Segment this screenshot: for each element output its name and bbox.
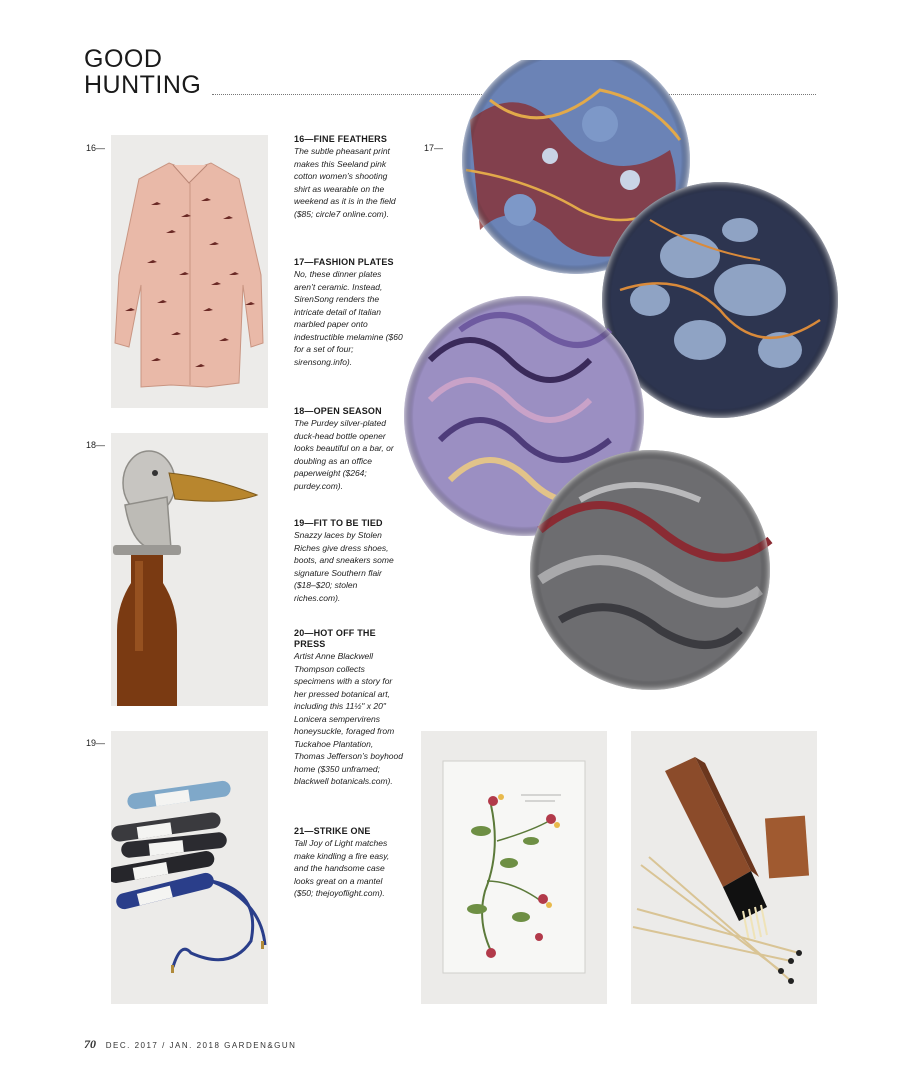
duck-head-opener-image: [111, 433, 268, 706]
entry-19: [294, 518, 404, 604]
item-18-number: 18—: [86, 440, 106, 450]
entry-19-body: Snazzy laces by Stolen Riches give dress shoes, boots, and sneakers some signature Southern flair ($18–$20; stolen riches.com).: [294, 530, 394, 603]
plate-grey-red-swirl-marble: [530, 450, 770, 690]
item-16-number: 16—: [86, 143, 106, 153]
entry-17: [294, 257, 404, 368]
entry-20-body: Artist Anne Blackwell Thompson collects specimens with a story for her pressed botanical art, including this 11½" x 20" Lonicera sempervirens honeysuckle, foraged from Tuckahoe Plantation, Thomas Jefferson’s boyhood home ($350 unframed; blackwell botanicals.com).: [294, 651, 403, 786]
entry-18: [294, 406, 404, 492]
entry-17-title: 17—FASHION PLATES: [294, 257, 394, 267]
entry-16-body: The subtle pheasant print makes this Seeland pink cotton women’s shooting shirt as wearable on the weekend as it is in the field ($85; circle7 online.com).: [294, 146, 396, 219]
shoelaces-image: [111, 731, 268, 1004]
entry-21: [294, 826, 404, 900]
pressed-botanical-image: [421, 731, 607, 1004]
item-18-photo-bottle-opener: [111, 433, 268, 706]
entry-18-body: The Purdey silver-plated duck-head bottle opener looks beautiful on a bar, or doubling as an office paperweight ($264; purdey.com).: [294, 418, 394, 491]
item-16-photo-shirt: [111, 135, 268, 408]
entry-16: [294, 134, 404, 220]
entry-21-title: 21—STRIKE ONE: [294, 826, 371, 836]
matches-box-image: [631, 731, 817, 1004]
page-title-line-1: GOOD: [84, 45, 163, 73]
issue-line: DEC. 2017 / JAN. 2018 GARDEN&GUN: [105, 1041, 297, 1050]
entry-18-title: 18—OPEN SEASON: [294, 406, 382, 416]
entry-19-title: 19—FIT TO BE TIED: [294, 518, 383, 528]
entry-20: [294, 628, 404, 788]
item-17-number: 17—: [424, 143, 444, 153]
entry-21-body: Tall Joy of Light matches make kindling a fire easy, and the handsome case looks great on a mantel ($50; thejoyoflight.com).: [294, 838, 390, 898]
page-footer: [84, 1037, 296, 1052]
entry-16-title: 16—FINE FEATHERS: [294, 134, 388, 144]
pheasant-shirt-image: [111, 135, 268, 408]
item-21-photo-matches: [631, 731, 817, 1004]
page-number: 70: [84, 1037, 96, 1051]
item-17-photo-plates: [400, 60, 840, 700]
item-19-number: 19—: [86, 738, 106, 748]
item-19-photo-laces: [111, 731, 268, 1004]
entry-17-body: No, these dinner plates aren’t ceramic. Instead, SirenSong renders the intricate detail of Italian marbled paper onto indestructible melamine ($60 for a set of four; sirensong.info).: [294, 269, 403, 367]
page-title-line-2: HUNTING: [84, 71, 202, 99]
entry-20-title: 20—HOT OFF THE PRESS: [294, 628, 376, 649]
page-title: [84, 46, 201, 98]
item-20-photo-botanical: [421, 731, 607, 1004]
